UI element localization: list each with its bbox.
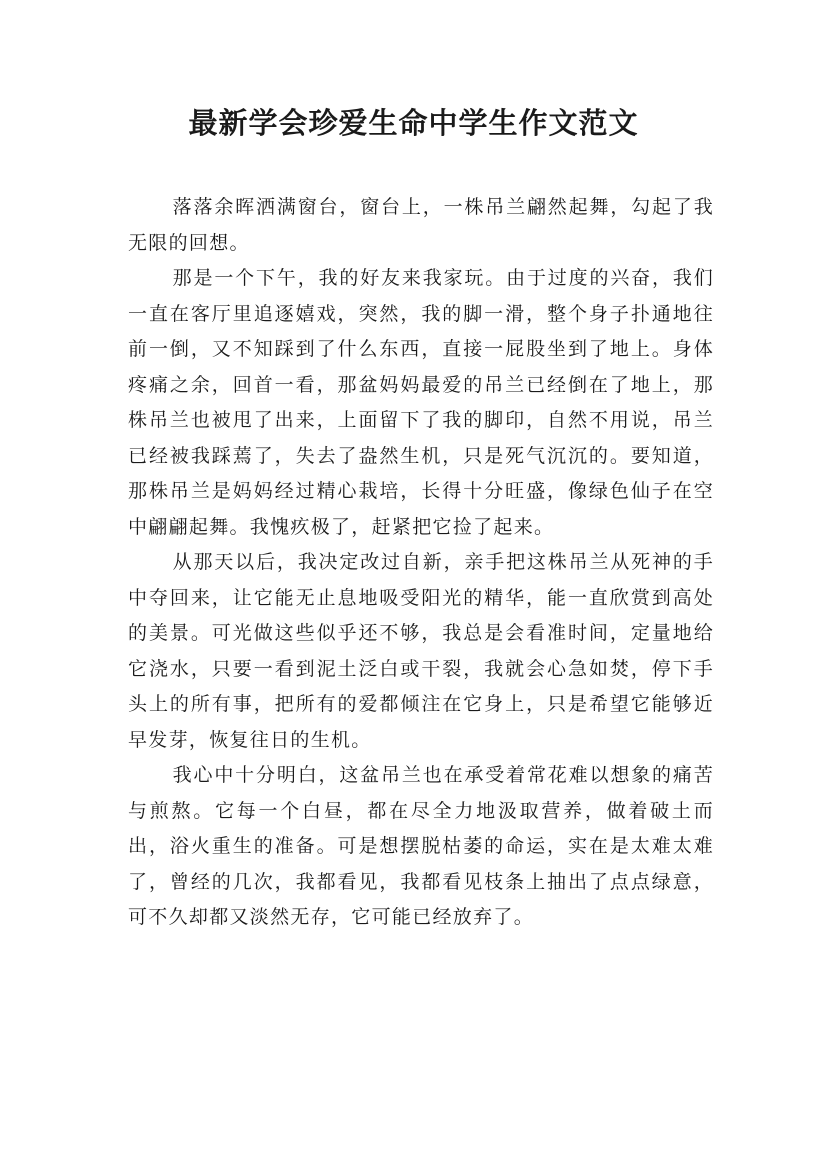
paragraph-1: 落落余晖洒满窗台，窗台上，一株吊兰翩然起舞，勾起了我无限的回想。 — [128, 196, 714, 254]
document-body — [128, 190, 714, 936]
paragraph-4: 我心中十分明白，这盆吊兰也在承受着常花难以想象的痛苦与煎熬。它每一个白昼，都在尽全力地汲取营养，做着破土而出，浴火重生的准备。可是想摆脱枯萎的命运，实在是太难太难了，曾经的几次，我都看见，我都看见枝条上抽出了点点绿意，可不久却都又淡然无存，它可能已经放弃了。 — [128, 764, 714, 928]
paragraph-2: 那是一个下午，我的好友来我家玩。由于过度的兴奋，我们一直在客厅里追逐嬉戏，突然，我的脚一滑，整个身子扑通地往前一倒，又不知踩到了什么东西，直接一屁股坐到了地上。身体疼痛之余，回首一看，那盆妈妈最爱的吊兰已经倒在了地上，那株吊兰也被甩了出来，上面留下了我的脚印，自然不用说，吊兰已经被我踩蔫了，失去了盎然生机，只是死气沉沉的。要知道，那株吊兰是妈妈经过精心栽培，长得十分旺盛，像绿色仙子在空中翩翩起舞。我愧疚极了，赶紧把它捡了起来。 — [128, 267, 714, 538]
paragraph-3: 从那天以后，我决定改过自新，亲手把这株吊兰从死神的手中夺回来，让它能无止息地吸受阳光的精华，能一直欣赏到高处的美景。可光做这些似乎还不够，我总是会看准时间，定量地给它浇水，只要一看到泥土泛白或干裂，我就会心急如焚，停下手头上的所有事，把所有的爱都倾注在它身上，只是希望它能够近早发芽，恢复往日的生机。 — [128, 551, 714, 751]
document-title: 最新学会珍爱生命中学生作文范文 — [188, 106, 639, 140]
